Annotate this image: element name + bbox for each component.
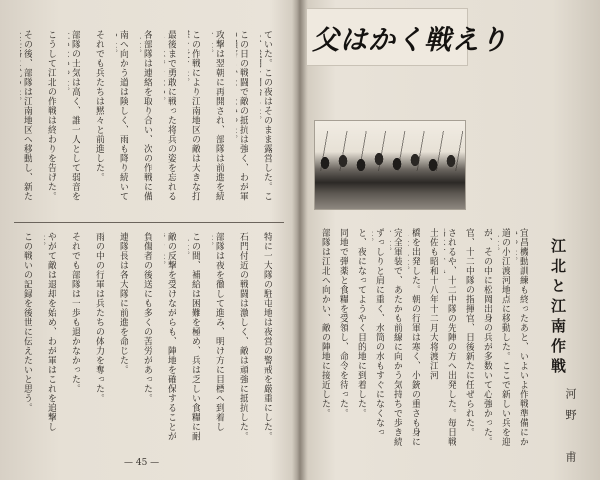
left-bottom-col-3: 部隊は夜を徹して進み、明け方に目標へ到着し — [214, 232, 224, 432]
right-col-5: されるや、十二中隊の先陣の方へ出発した。毎日戦 — [446, 228, 456, 447]
left-top-col-2: この日の戦闘で敵の抵抗は強く、わが軍 — [238, 30, 248, 201]
left-top-col-9: 部隊の士気は高く、誰一人として弱音を — [70, 30, 80, 201]
right-col-6: 土佐も昭和十八年十二月大将渡江河 — [428, 228, 438, 380]
right-col-3: が、その中に松岡出身の兵が多数いて心強かった。 — [482, 228, 492, 447]
left-column-divider — [14, 222, 284, 223]
right-col-10: と、夜になってようやく目的地に到着した。 — [356, 228, 366, 418]
left-bottom-col-10: やがて敵は退却を始め、わが軍はこれを追撃し — [46, 232, 56, 432]
left-top-col-10: こうして江北の作戦は終わりを告げた。 — [46, 30, 56, 201]
left-top-col-6: 各部隊は連絡を取り合い、次の作戦に備 — [142, 30, 152, 201]
left-bottom-col-9: それでも部隊は一歩も退かなかった。 — [70, 232, 80, 394]
photo-soldiers — [315, 143, 465, 191]
left-bottom-col-4: この間、補給は困難を極め、兵は乏しい食糧に耐 — [190, 232, 200, 441]
battle-photo — [314, 120, 466, 210]
right-col-7: 橋を出発した。朝の行軍は寒く、小銃の重さも身に — [410, 228, 420, 447]
right-col-12: 部隊は江北へ向かい、敵の陣地に接近した。 — [320, 228, 330, 418]
page-number: — 45 — — [124, 458, 160, 468]
right-col-9: ずっしりと肩に重く、水筒の水もすぐになくなっ — [374, 228, 384, 437]
page-title: 父はかく戦えり — [312, 25, 508, 56]
left-top-col-1: ていた。この夜はそのまま露営した。こ — [262, 30, 272, 201]
right-col-4: 官、十二中隊の指揮官、日後新たに任ぜられた。 — [464, 228, 474, 437]
left-top-col-4: この作戦により江南地区の敵は大きな打 — [190, 30, 200, 201]
left-top-col-11: その後、部隊は江南地区へ移動し、新た — [22, 30, 32, 201]
article-title: 江北と江南作戦 — [549, 238, 567, 378]
right-col-1: 宜昌機動訓練も終ったあと、いよいよ作戦準備にか — [518, 228, 528, 447]
right-col-11: 同地で弾薬と食糧を受領し、命令を待った。 — [338, 228, 348, 418]
left-top-col-5: 最後まで勇敢に戦った将兵の姿を忘れる — [166, 30, 176, 201]
left-bottom-col-2: 石門付近の戦闘は激しく、敵は頑強に抵抗した。 — [238, 232, 248, 441]
left-bottom-col-5: 敵の反撃を受けながらも、陣地を確保することが — [166, 232, 176, 441]
left-bottom-col-1: 特に一大隊の駐屯地は夜営の警戒を厳重にした。 — [262, 232, 272, 441]
right-col-8: 完全軍装で、あたかも前線に向かう気持ちで歩き続 — [392, 228, 402, 447]
left-bottom-col-8: 雨の中の行軍は兵たちの体力を奪った。 — [94, 232, 104, 403]
left-bottom-col-11: この戦いの記録を後世に伝えたいと思う。 — [22, 232, 32, 413]
left-top-col-8: それでも兵たちは黙々と前進した。 — [94, 30, 104, 182]
right-col-2: 道の小江渡河地点に移動した。ここで新しい兵を迎 — [500, 228, 510, 447]
left-bottom-col-7: 連隊長は各大隊に前進を命じた。 — [118, 232, 128, 375]
left-bottom-col-6: 負傷者の後送にも多くの苦労があった。 — [142, 232, 152, 403]
author-name: 河野 甫 — [564, 388, 577, 472]
left-top-col-3: 攻撃は翌朝に再開され、部隊は前進を続 — [214, 30, 224, 201]
left-top-col-7: 南へ向かう道は険しく、雨も降り続いて — [118, 30, 128, 201]
